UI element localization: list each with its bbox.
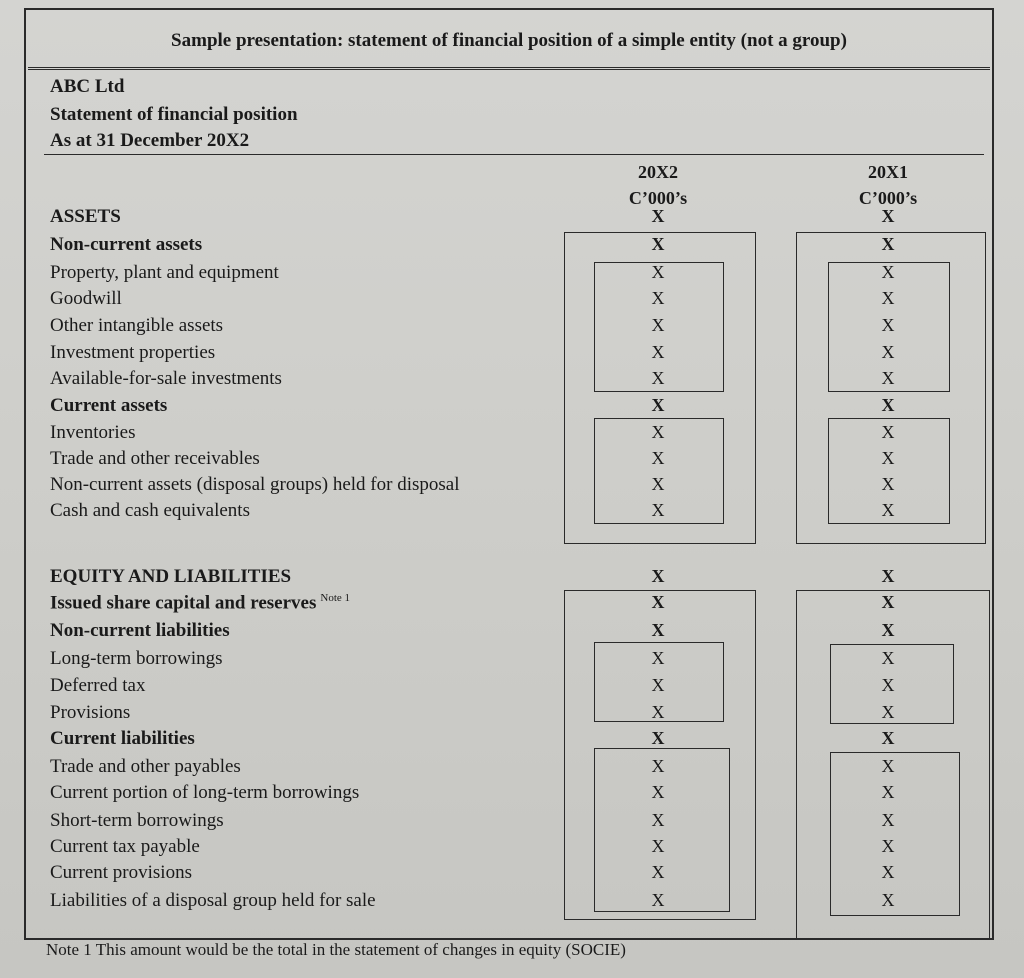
value-20X1: X <box>881 620 895 640</box>
row-label <box>50 592 350 614</box>
value-20X1: X <box>881 474 895 494</box>
value-20X1: X <box>881 836 895 856</box>
value-20X1: X <box>881 262 895 282</box>
value-20X2: X <box>651 566 665 586</box>
row-label <box>50 675 145 697</box>
note-reference: Note 1 <box>320 592 351 604</box>
value-20X2: X <box>651 675 665 695</box>
entity-name: ABC Ltd <box>50 76 125 97</box>
row-label-text: Goodwill <box>50 288 122 309</box>
col-unit-20X2: C’000’s <box>628 188 688 208</box>
statement-name: Statement of financial position <box>50 104 298 125</box>
row-label <box>50 448 260 470</box>
value-20X2: X <box>651 395 665 415</box>
value-20X1: X <box>881 395 895 415</box>
value-20X1: X <box>881 315 895 335</box>
row-label <box>50 728 195 750</box>
col-unit-20X1: C’000’s <box>858 188 918 208</box>
row-label <box>50 206 121 228</box>
row-label-text: Inventories <box>50 422 136 443</box>
row-label-text: Non-current assets <box>50 234 203 255</box>
row-label <box>50 810 224 832</box>
value-20X1: X <box>881 500 895 520</box>
value-20X1: X <box>881 448 895 468</box>
statement-date: As at 31 December 20X2 <box>50 130 250 151</box>
value-20X2: X <box>651 702 665 722</box>
row-label-text: ASSETS <box>50 206 121 227</box>
row-label-text: Issued share capital and reserves <box>50 592 317 614</box>
value-20X1: X <box>881 566 895 586</box>
row-label-text: Short-term borrowings <box>50 810 224 831</box>
row-label <box>50 862 192 884</box>
row-label <box>50 890 376 912</box>
value-20X1: X <box>881 422 895 442</box>
col-year-20X1: 20X1 <box>868 162 908 182</box>
row-label <box>50 500 250 522</box>
value-20X2: X <box>651 810 665 830</box>
row-label-text: Other intangible assets <box>50 315 224 336</box>
value-20X2: X <box>651 315 665 335</box>
row-label <box>50 756 241 778</box>
header-bar <box>28 12 990 70</box>
value-20X2: X <box>651 448 665 468</box>
row-label-text: Available-for-sale investments <box>50 368 282 389</box>
row-label <box>50 474 459 496</box>
row-label-text: Current provisions <box>50 862 192 883</box>
row-label-text: Deferred tax <box>50 675 146 696</box>
value-20X2: X <box>651 368 665 388</box>
value-20X1: X <box>881 342 895 362</box>
col-year-20X2: 20X2 <box>638 162 678 182</box>
value-20X1: X <box>881 234 895 254</box>
row-label-text: Non-current assets (disposal groups) held for disposal <box>50 474 460 495</box>
row-label <box>50 288 122 310</box>
footnote: Note 1 This amount would be the total in the statement of changes in equity (SOCIE) <box>46 940 626 959</box>
row-label <box>50 782 359 804</box>
row-label <box>50 648 223 670</box>
value-20X1: X <box>881 862 895 882</box>
value-20X2: X <box>651 648 665 668</box>
row-label <box>50 422 135 444</box>
row-label <box>50 342 215 364</box>
row-label <box>50 234 202 256</box>
value-20X1: X <box>881 675 895 695</box>
row-label <box>50 566 291 588</box>
row-label <box>50 395 167 417</box>
value-20X2: X <box>651 756 665 776</box>
value-20X1: X <box>881 206 895 226</box>
row-label <box>50 620 230 642</box>
row-label <box>50 315 223 337</box>
value-20X2: X <box>651 500 665 520</box>
row-label-text: Property, plant and equipment <box>50 262 279 283</box>
row-label-text: Current portion of long-term borrowings <box>50 782 360 803</box>
row-label-text: Liabilities of a disposal group held for sale <box>50 890 376 911</box>
row-label-text: Cash and cash equivalents <box>50 500 250 521</box>
value-20X1: X <box>881 702 895 722</box>
value-20X2: X <box>651 234 665 254</box>
value-20X2: X <box>651 342 665 362</box>
row-label-text: Current assets <box>50 395 168 416</box>
value-20X2: X <box>651 836 665 856</box>
value-20X1: X <box>881 782 895 802</box>
value-20X2: X <box>651 262 665 282</box>
row-label-text: Provisions <box>50 702 131 723</box>
value-20X2: X <box>651 620 665 640</box>
value-20X2: X <box>651 206 665 226</box>
value-20X1: X <box>881 648 895 668</box>
value-20X2: X <box>651 782 665 802</box>
value-20X2: X <box>651 288 665 308</box>
value-20X2: X <box>651 474 665 494</box>
value-20X1: X <box>881 890 895 910</box>
row-label-text: Current liabilities <box>50 728 195 749</box>
row-label <box>50 368 282 390</box>
value-20X1: X <box>881 592 895 612</box>
row-label-text: EQUITY AND LIABILITIES <box>50 566 292 587</box>
value-20X1: X <box>881 756 895 776</box>
entity-rule <box>44 154 984 155</box>
value-20X1: X <box>881 728 895 748</box>
value-20X2: X <box>651 592 665 612</box>
header-title: Sample presentation: statement of financial position of a simple entity (not a group) <box>171 30 847 51</box>
row-label <box>50 702 130 724</box>
value-20X2: X <box>651 890 665 910</box>
value-20X2: X <box>651 728 665 748</box>
value-20X1: X <box>881 288 895 308</box>
row-label-text: Long-term borrowings <box>50 648 223 669</box>
value-20X1: X <box>881 368 895 388</box>
row-label-text: Current tax payable <box>50 836 200 857</box>
value-20X2: X <box>651 422 665 442</box>
row-label-text: Trade and other payables <box>50 756 241 777</box>
row-label <box>50 836 200 858</box>
row-label-text: Investment properties <box>50 342 216 363</box>
row-label-text: Trade and other receivables <box>50 448 260 469</box>
row-label-text: Non-current liabilities <box>50 620 230 641</box>
value-20X2: X <box>651 862 665 882</box>
value-20X1: X <box>881 810 895 830</box>
row-label <box>50 262 279 284</box>
